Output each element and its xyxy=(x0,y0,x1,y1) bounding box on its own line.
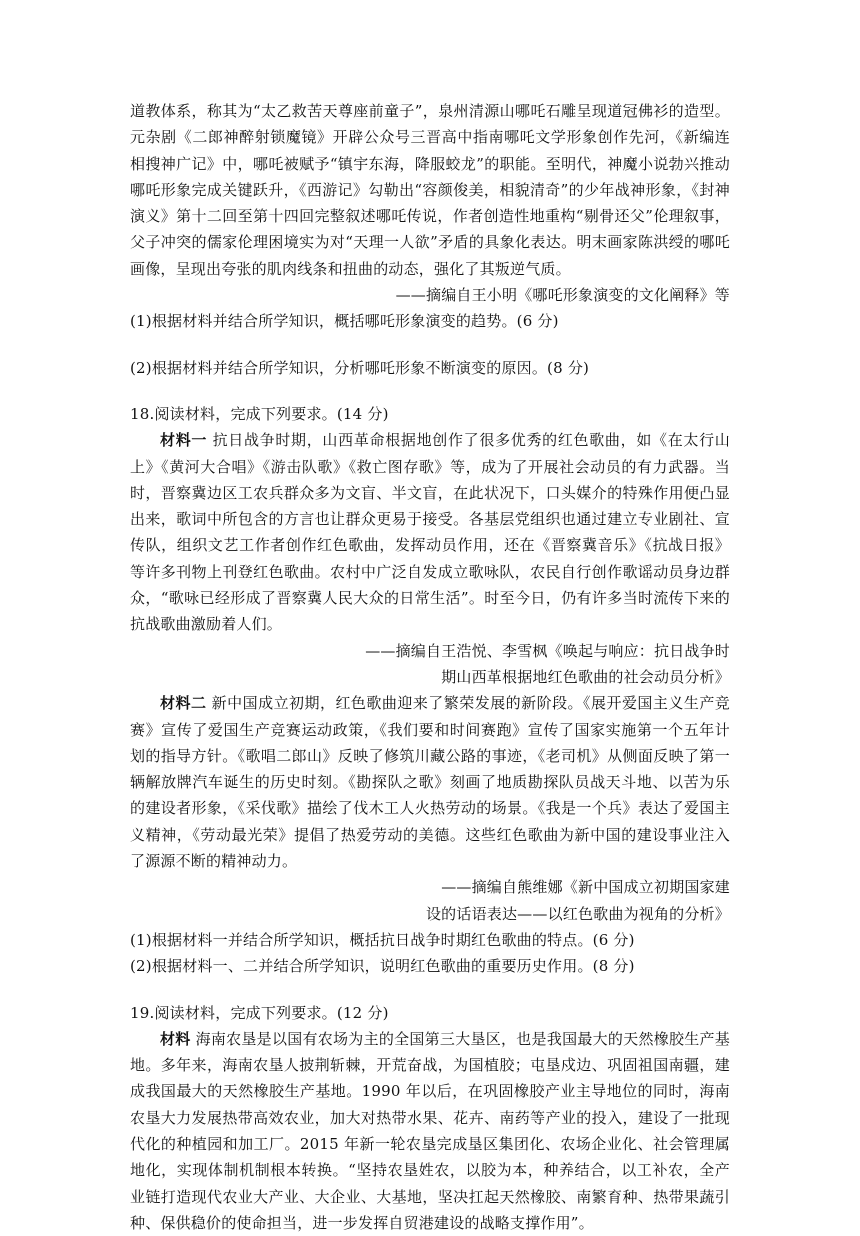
q18-material-2-source-line2: 设的话语表达——以红色歌曲为视角的分析》 xyxy=(425,904,730,923)
q18-material-2-source-line1: ——摘编自熊维娜《新中国成立初期国家建 xyxy=(441,878,730,897)
q18-material-1-label: 材料一 xyxy=(160,431,208,450)
q18-question-1: (1)根据材料一并结合所学知识，概括抗日战争时期红色歌曲的特点。(6 分) xyxy=(130,930,635,949)
q17-question-2: (2)根据材料并结合所学知识，分析哪吒形象不断演变的原因。(8 分) xyxy=(130,358,590,377)
q18-material-1-source-line1: ——摘编自王浩悦、李雪枫《唤起与响应：抗日战争时 xyxy=(365,641,730,660)
q18-material-2-text: 新中国成立初期，红色歌曲迎来了繁荣发展的新阶段。《展开爱国主义生产竞赛》宣传了爱国生产竞赛运动政策，《我们要和时间赛跑》宣传了国家实施第一个五年计划的指导方针。《歌唱二郎山》反映了修筑川藏公路的事迹，《老司机》从侧面反映了第一辆解放牌汽车诞生的历史时刻。《勘探队之歌》刻画了地质勘探队员战天斗地、以苦为乐的建设者形象，《采伐歌》描绘了伐木工人火热劳动的场景。《我是一个兵》表达了爱国主义精神，《劳动最光荣》提倡了热爱劳动的美德。这些红色歌曲为新中国的建设事业注入了源源不断的精神动力。 xyxy=(130,694,730,871)
q18-question-2: (2)根据材料一、二并结合所学知识，说明红色歌曲的重要历史作用。(8 分) xyxy=(130,957,635,976)
page-content xyxy=(130,98,730,1236)
q18-material-1-text: 抗日战争时期，山西革命根据地创作了很多优秀的红色歌曲，如《在太行山上》《黄河大合唱》《游击队歌》《救亡图存歌》等，成为了开展社会动员的有力武器。当时，晋察冀边区工农兵群众多为文盲、半文盲，在此状况下，口头媒介的特殊作用便凸显出来，歌词中所包含的方言也让群众更易于接受。各基层党组织也通过建立专业剧社、宣传队，组织文艺工作者创作红色歌曲，发挥动员作用，还在《晋察冀音乐》《抗战日报》等许多刊物上刊登红色歌曲。农村中广泛自发成立歌咏队，农民自行创作歌谣动员身边群众，“歌咏已经形成了晋察冀人民大众的日常生活”。时至今日，仍有许多当时流传下来的抗战歌曲激励着人们。 xyxy=(130,431,730,634)
q17-material-continued: 道教体系，称其为“太乙救苦天尊座前童子”，泉州清源山哪吒石雕呈现道冠佛衫的造型。元杂剧《二郎神醉射锁魔镜》开辟公众号三晋高中指南哪吒文学形象创作先河，《新编连相搜神广记》中，哪吒被赋予“镇宇东海，降服蛟龙”的职能。至明代，神魔小说勃兴推动哪吒形象完成关键跃升，《西游记》勾勒出“容颜俊美，相貌清奇”的少年战神形象，《封神演义》第十二回至第十四回完整叙述哪吒传说，作者创造性地重构“剔骨还父”伦理叙事，父子冲突的儒家伦理困境实为对“天理一人欲”矛盾的具象化表达。明末画家陈洪绶的哪吒画像，呈现出夸张的肌肉线条和扭曲的动态，强化了其叛逆气质。 xyxy=(130,102,730,278)
q17-question-1: (1)根据材料并结合所学知识，概括哪吒形象演变的趋势。(6 分) xyxy=(130,312,559,331)
q18-material-1 xyxy=(130,427,730,637)
q19-heading: 19.阅读材料，完成下列要求。(12 分) xyxy=(130,1003,389,1022)
q19-material-label: 材料 xyxy=(160,1029,191,1048)
q18-material-2 xyxy=(130,690,730,874)
q17-source: ——摘编自王小明《哪吒形象演变的文化阐释》等 xyxy=(395,286,730,305)
q18-heading: 18.阅读材料，完成下列要求。(14 分) xyxy=(130,404,389,423)
q18-material-1-source-line2: 期山西革根据地红色歌曲的社会动员分析》 xyxy=(441,667,730,686)
q19-material xyxy=(130,1026,730,1236)
q19-material-text: 海南农垦是以国有农场为主的全国第三大垦区，也是我国最大的天然橡胶生产基地。多年来，海南农垦人披荆斩棘，开荒奋战，为国植胶；屯垦戍边、巩固祖国南疆，建成我国最大的天然橡胶生产基地。1990 年以后，在巩固橡胶产业主导地位的同时，海南农垦大力发展热带高效农业，加大对热带水果、花卉、南药等产业的投入，建设了一批现代化的种植园和加工厂。2015 年新一轮农垦完成垦区集团化、农场企业化、社会管理属地化，实现体制机制根本转换。“坚持农垦姓农，以胶为本，种养结合，以工补农，全产业链打造现代农业大产业、大企业、大基地，坚决扛起天然橡胶、南繁育种、热带果蔬引种、保供稳价的使命担当，进一步发挥自贸港建设的战略支撑作用”。 xyxy=(130,1029,730,1232)
q18-material-2-label: 材料二 xyxy=(160,694,207,713)
